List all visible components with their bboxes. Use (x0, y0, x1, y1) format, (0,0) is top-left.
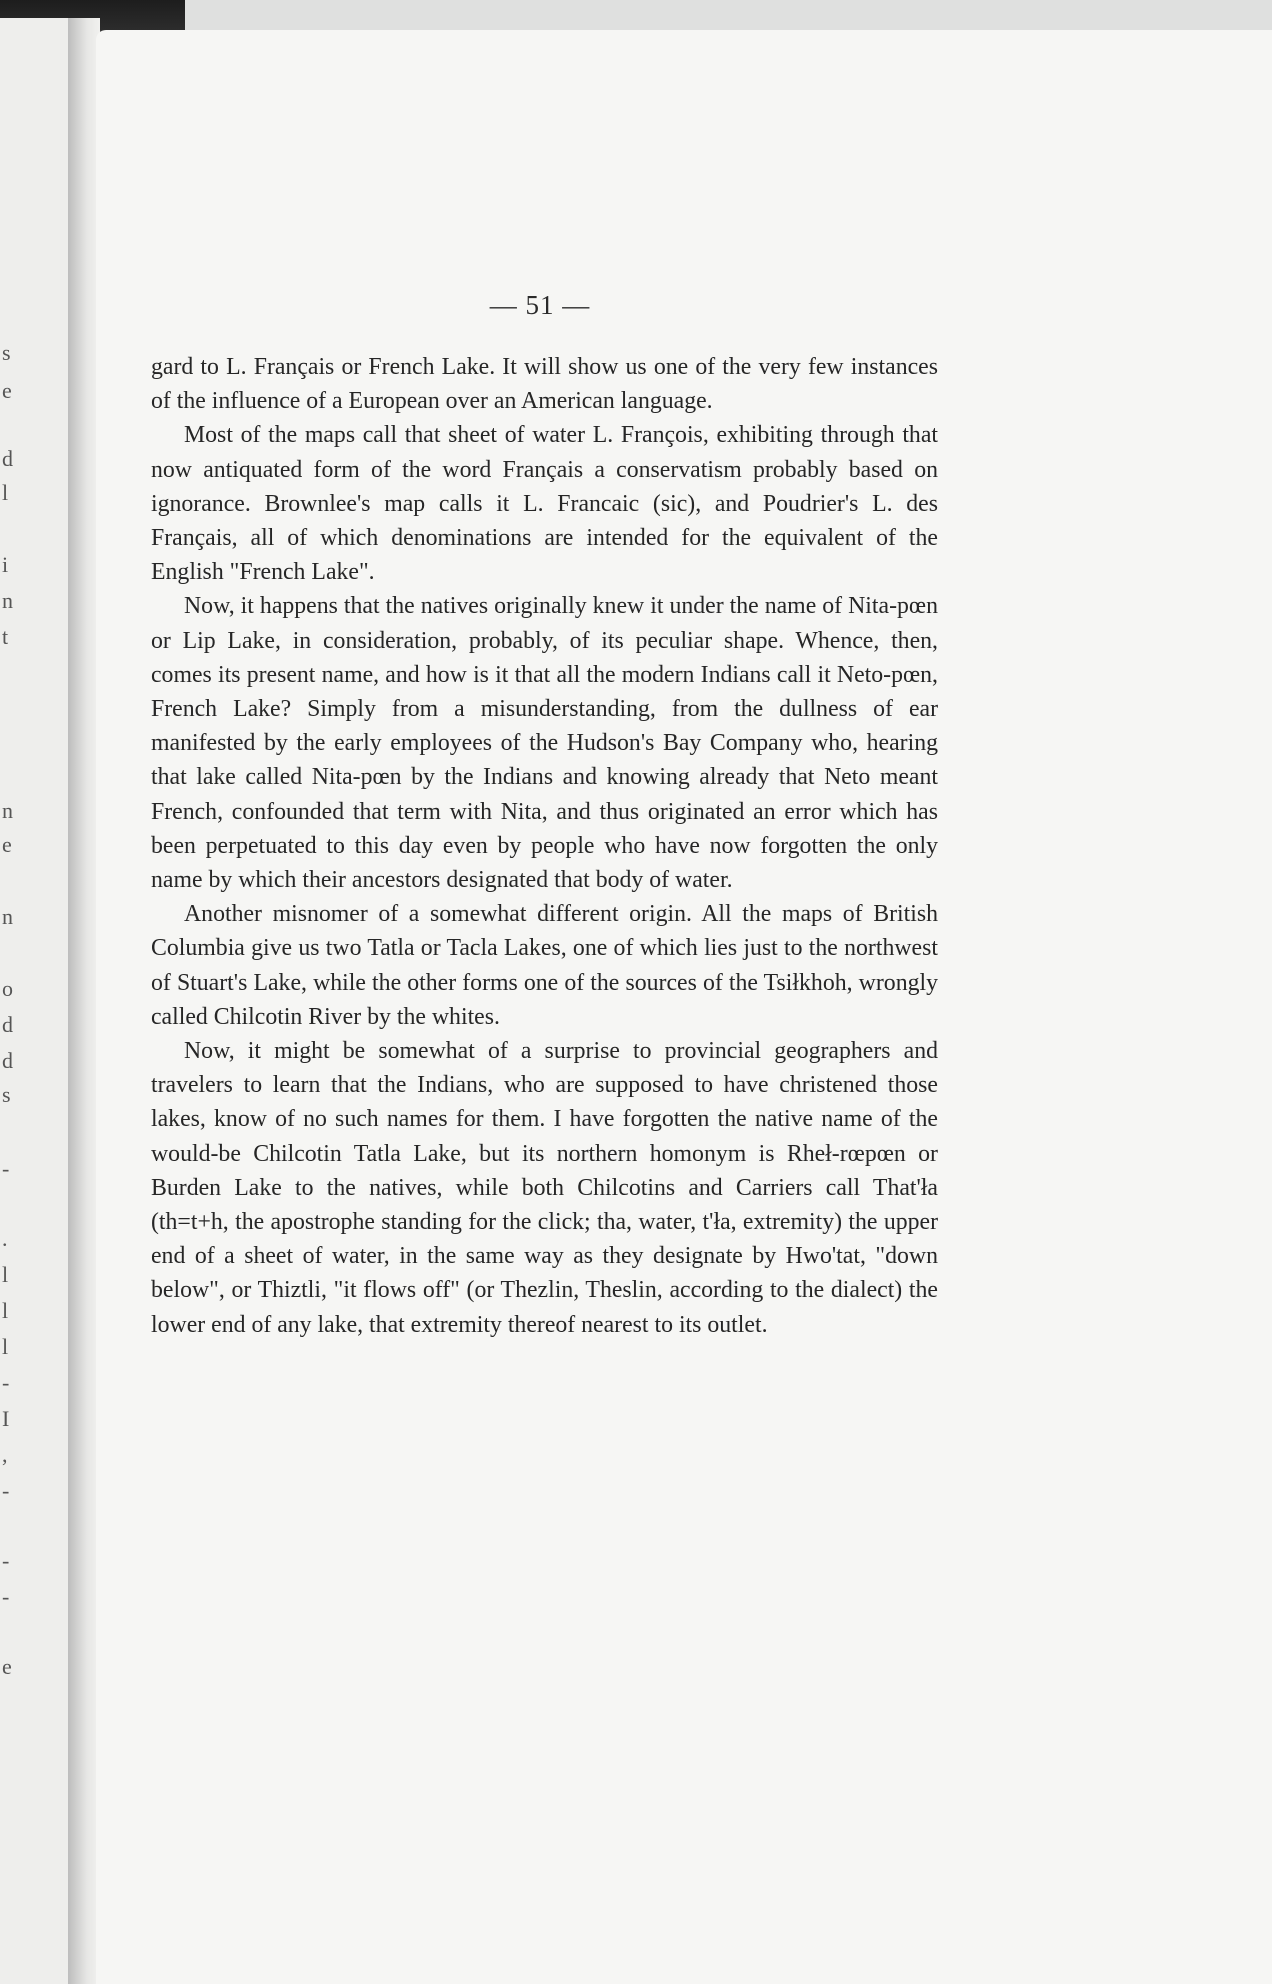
facing-page-fragment: d (2, 1048, 13, 1073)
facing-page-fragment: l (2, 1334, 9, 1359)
facing-page-fragment: l (2, 1298, 9, 1323)
facing-page-fragment: d (2, 1012, 13, 1037)
facing-page-fragment: l (2, 1262, 9, 1287)
paragraph: Now, it happens that the natives originally knew it under the name of Nita-pœn or Lip Lake, in consideration, probably, of its peculiar shape. Whence, then, comes its present name, and how is it that all the modern Indians call it Neto-pœn, French Lake? Simply from a misunderstanding, from the dullness of ear manifested by the early employees of the Hudson's Bay Company who, hearing that lake called Nita-pœn by the Indians and knowing already that Neto meant French, confounded that term with Nita, and thus originated an error which has been perpetuated to this day even by people who have now forgotten the only name by which their ancestors designated that body of water. (151, 593, 938, 894)
paragraph: gard to L. Français or French Lake. It will show us one of the very few instances of the influence of a European over an American language. (151, 354, 938, 415)
paragraph: Another misnomer of a somewhat different origin. All the maps of British Columbia give us two Tatla or Tacla Lakes, one of which lies just to the northwest of Stuart's Lake, while the other forms one of the sources of the Tsiłkhoh, wrongly called Chilcotin River by the whites. (151, 901, 938, 1030)
paragraph: Now, it might be somewhat of a surprise to provincial geographers and travelers to learn that the Indians, who are supposed to have christened those lakes, know of no such names for them. I have forgotten the native name of the would-be Chilcotin Tatla Lake, but its northern homonym is Rheł-rœpœn or Burden Lake to the natives, while both Chilcotins and Carriers call That'ła (th=t+h, the apostrophe standing for the click; tha, water, t'ła, extremity) the upper end of a sheet of water, in the same way as they designate by Hwo'tat, "down below", or Thiztli, "it flows off" (or Thezlin, Theslin, according to the dialect) the lower end of any lake, that extremity thereof nearest to its outlet. (151, 1038, 938, 1338)
facing-page-fragment: - (2, 1478, 10, 1503)
facing-page-fragment: o (2, 976, 13, 1001)
facing-page-fragment: i (2, 552, 9, 577)
facing-page-fragment: s (2, 340, 11, 365)
facing-page-fragment: t (2, 624, 9, 649)
facing-page-fragment: e (2, 1654, 12, 1679)
page-body (151, 350, 938, 1342)
facing-page-fragment: d (2, 446, 13, 471)
facing-page-fragment: - (2, 1156, 10, 1181)
facing-page-fragment: - (2, 1584, 10, 1609)
facing-page-fragment: n (2, 904, 13, 929)
facing-page-fragment: e (2, 832, 12, 857)
facing-page-fragment: l (2, 480, 9, 505)
paragraph: Most of the maps call that sheet of water L. François, exhibiting through that now antiquated form of the word Français a conservatism probably based on ignorance. Brownlee's map calls it L. Francaic (sic), and Poudrier's L. des Français, all of which denominations are intended for the equivalent of the English "French Lake". (151, 422, 938, 586)
page-number: — 51 — (489, 290, 591, 320)
facing-page-fragment: n (2, 798, 13, 823)
facing-page-fragment: - (2, 1548, 10, 1573)
facing-page-fragment: n (2, 588, 13, 613)
facing-page-fragment: s (2, 1082, 11, 1107)
facing-page-fragment: . (2, 1226, 8, 1251)
facing-page-fragment: I (2, 1406, 10, 1431)
facing-page-fragment: - (2, 1370, 10, 1395)
scan-top-margin (185, 0, 1272, 30)
facing-page-fragment: e (2, 378, 12, 403)
facing-page-fragment: , (2, 1442, 8, 1467)
